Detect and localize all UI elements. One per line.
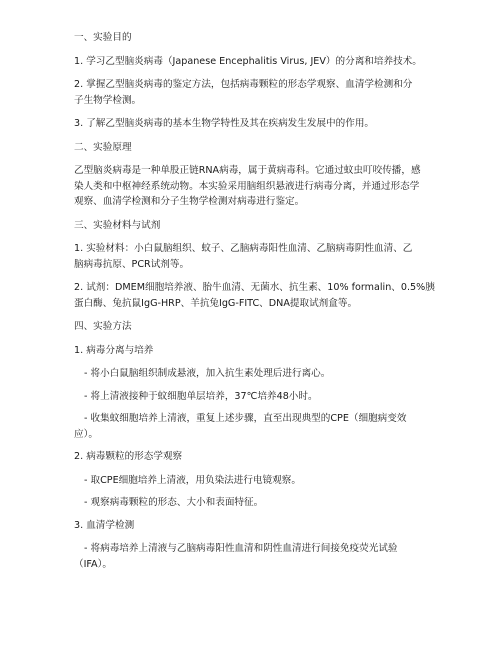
text-line: 子生物学检测。 [74, 94, 142, 106]
section-3 [74, 218, 454, 312]
list-item [74, 280, 454, 311]
text-line: 1. 实验材料：小白鼠脑组织、蚊子、乙脑病毒阳性血清、乙脑病毒阴性血清、乙 [74, 243, 413, 254]
step-label [74, 518, 454, 534]
text-line: 2. 试剂：DMEM细胞培养液、胎牛血清、无菌水、抗生素、10% formalin、0.5%胰 [74, 282, 435, 293]
document-body [74, 30, 454, 579]
text-line: 2. 病毒颗粒的形态学观察 [74, 451, 183, 462]
text-line: 3. 血清学检测 [74, 519, 135, 531]
sub-step [74, 366, 454, 382]
text-line: 脑病毒抗原、PCR试剂等。 [74, 258, 190, 270]
list-item [74, 241, 454, 272]
section-1 [74, 30, 454, 132]
text-line: 染人类和中枢神经系统动物。本实验采用脑组织悬液进行病毒分离，并通过形态学 [74, 180, 420, 192]
text-line: 乙型脑炎病毒是一种单股正链RNA病毒，属于黄病毒科。它通过蚊虫叮咬传播，感 [74, 165, 421, 176]
section-heading: 一、实验目的 [74, 32, 132, 43]
text-line: 1. 学习乙型脑炎病毒（Japanese Encephalitis Virus, JEV）的分离和培养技术。 [74, 55, 422, 67]
text-line: 应）。 [74, 428, 98, 440]
text-line: - 将小白鼠脑组织制成悬液，加入抗生素处理后进行离心。 [84, 368, 331, 379]
text-line: - 取CPE细胞培养上清液，用负染法进行电镜观察。 [84, 474, 301, 486]
step-label [74, 449, 454, 465]
section-heading: 四、实验方法 [74, 321, 132, 332]
text-line: 观察、血清学检测和分子生物学检测对病毒进行鉴定。 [74, 196, 305, 207]
list-item [74, 77, 454, 108]
text-line: - 观察病毒颗粒的形态、大小和表面特征。 [84, 497, 264, 508]
sub-step [74, 473, 454, 489]
text-line: 3. 了解乙型脑炎病毒的基本生物学特性及其在疾病发生发展中的作用。 [74, 118, 375, 129]
section-4 [74, 319, 454, 572]
sub-step [74, 411, 454, 442]
text-line: - 将病毒培养上清液与乙脑病毒阳性血清和阴性血清进行间接免疫荧光试验 [84, 543, 398, 554]
list-item [74, 116, 454, 132]
list-item [74, 54, 454, 70]
section-heading: 二、实验原理 [74, 141, 132, 153]
text-line: - 将上清液接种于蚊细胞单层培养，37℃培养48小时。 [84, 390, 318, 402]
section-2 [74, 140, 454, 210]
section-heading: 三、实验材料与试剂 [74, 219, 161, 231]
text-line: - 收集蚊细胞培养上清液，重复上述步骤，直至出现典型的CPE（细胞病变效 [84, 413, 407, 424]
text-line: （IFA）。 [74, 558, 113, 570]
text-line: 2. 掌握乙型脑炎病毒的鉴定方法，包括病毒颗粒的形态学观察、血清学检测和分 [74, 79, 413, 90]
text-line: 蛋白酶、兔抗鼠IgG-HRP、羊抗兔IgG-FITC、DNA提取试剂盒等。 [74, 297, 358, 309]
sub-step [74, 389, 454, 405]
text-line: 1. 病毒分离与培养 [74, 344, 154, 356]
sub-step [74, 541, 454, 572]
sub-step [74, 495, 454, 511]
paragraph [74, 163, 454, 210]
step-label [74, 343, 454, 359]
